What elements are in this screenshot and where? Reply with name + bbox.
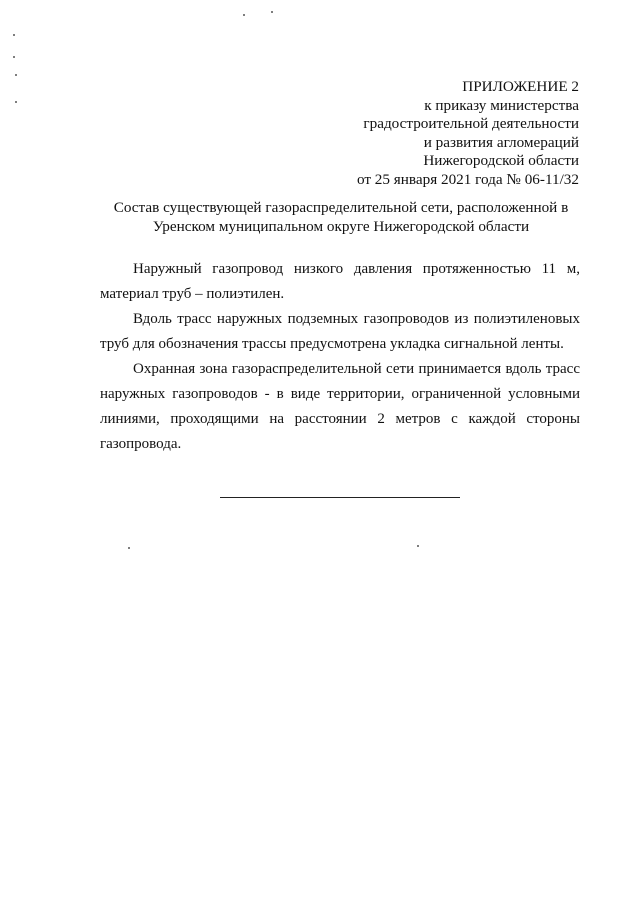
- appendix-region-line: Нижегородской области: [423, 152, 579, 170]
- document-title: [100, 198, 582, 236]
- document-title-line-2: Уренском муниципальном округе Нижегородской области: [152, 218, 530, 235]
- scan-speck: [13, 56, 15, 58]
- scan-speck: [15, 74, 17, 76]
- scan-speck: [243, 14, 245, 16]
- appendix-order-ref: к приказу министерства: [424, 96, 579, 114]
- appendix-ministry-line: градостроительной деятельности: [363, 115, 579, 133]
- paragraph-protection-zone: Охранная зона газораспределительной сети принимается вдоль трасс наружных газопроводов - в виде территории, ограниченной условными линиями, проходящими на расстоянии 2 метров с каждой стороны газопровода.: [100, 361, 580, 452]
- appendix-agglomeration-line: и развития агломераций: [423, 133, 579, 151]
- document-title-line-1: Состав существующей газораспределительной сети, расположенной в: [113, 199, 569, 216]
- scan-speck: [15, 101, 17, 103]
- scan-speck: [128, 547, 130, 549]
- scan-speck: [271, 11, 273, 13]
- appendix-header: [357, 78, 579, 190]
- paragraph-pipeline-length: Наружный газопровод низкого давления протяженностью 11 м, материал труб – полиэтилен.: [100, 261, 580, 302]
- closing-divider-line: [220, 497, 460, 498]
- scan-speck: [13, 34, 15, 36]
- appendix-number: ПРИЛОЖЕНИЕ 2: [462, 78, 579, 95]
- appendix-date-number: от 25 января 2021 года № 06-11/32: [356, 170, 579, 188]
- paragraph-signal-tape: Вдоль трасс наружных подземных газопроводов из полиэтиленовых труб для обозначения трассы предусмотрена укладка сигнальной ленты.: [100, 311, 580, 352]
- scan-speck: [417, 545, 419, 547]
